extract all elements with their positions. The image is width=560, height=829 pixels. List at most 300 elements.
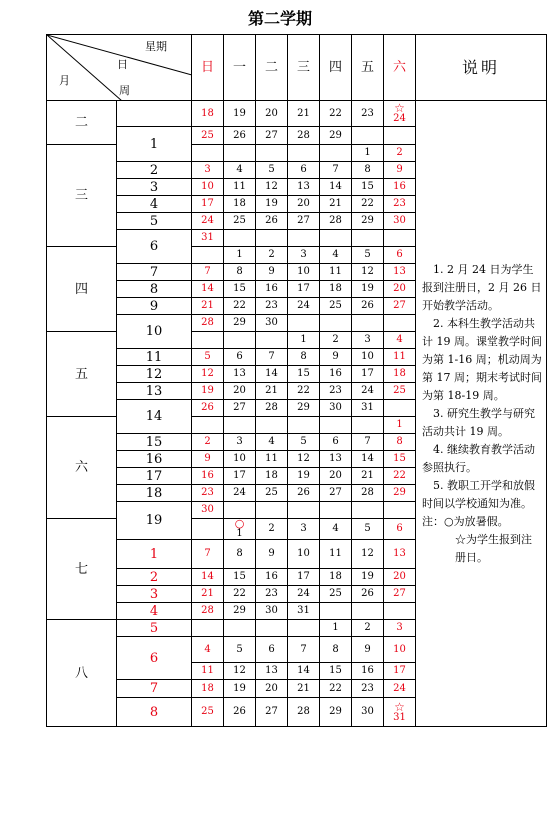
date-cell-fri: 5 [352,247,384,264]
date-cell-sat: 11 [384,349,416,366]
date-cell-sun: 3 [192,162,224,179]
date-cell-tue: 19 [256,196,288,213]
date-cell-sun: 9 [192,451,224,468]
date-cell-fri: 19 [352,281,384,298]
week-number-cell: 4 [117,196,192,213]
date-cell-mon: 3 [224,434,256,451]
date-cell-sat: 25 [384,383,416,400]
date-cell-tue: 18 [256,468,288,485]
date-cell-thu: 9 [320,349,352,366]
month-cell-aug: 八 [47,620,117,727]
date-cell-sun: 25 [192,698,224,727]
date-cell-wed [288,502,320,519]
date-cell-tue: 27 [256,698,288,727]
header-day-sat: 六 [384,35,416,101]
date-cell-wed: 1 [288,332,320,349]
date-cell-tue: 6 [256,637,288,663]
date-cell-fri: 2 [352,620,384,637]
date-cell-fri: 8 [352,162,384,179]
registration-star-icon: ☆ [394,699,405,714]
date-cell-sat: 17 [384,663,416,680]
date-cell-sun: 31 [192,230,224,247]
date-cell-fri: 21 [352,468,384,485]
date-cell-mon: 25 [224,213,256,230]
date-cell-wed: 17 [288,281,320,298]
date-cell-fri [352,127,384,145]
header-day-sun: 日 [192,35,224,101]
date-cell-sat [384,502,416,519]
date-cell-thu: 21 [320,196,352,213]
date-cell-mon: 22 [224,298,256,315]
week-number-cell: 10 [117,315,192,349]
date-cell-fri: 22 [352,196,384,213]
date-cell-sat: 13 [384,540,416,569]
date-cell-thu: 7 [320,162,352,179]
date-number: 1 [236,528,243,539]
date-cell-thu: 11 [320,540,352,569]
date-cell-wed: 26 [288,485,320,502]
date-cell-tue: 11 [256,451,288,468]
date-cell-wed: 20 [288,196,320,213]
date-cell-mon: 1 [224,247,256,264]
date-cell-sun: 24 [192,213,224,230]
corner-label-day: 日 [117,58,128,71]
date-cell-wed: 29 [288,400,320,417]
date-cell-thu: 2 [320,332,352,349]
week-number-cell: 3 [117,179,192,196]
date-cell-sat: 1 [384,417,416,434]
date-cell-wed: 17 [288,569,320,586]
week-number-cell: 6 [117,637,192,680]
date-cell-thu: 18 [320,281,352,298]
date-cell-thu [320,603,352,620]
date-cell-sat: 3 [384,620,416,637]
date-cell-thu: 23 [320,383,352,400]
date-cell-tue: 26 [256,213,288,230]
date-cell-sun: 14 [192,569,224,586]
month-cell-feb: 二 [47,101,117,145]
week-number-cell: 5 [117,213,192,230]
registration-star-icon: ☆ [394,101,405,115]
date-cell-sat: 2 [384,145,416,162]
week-number-cell: 19 [117,502,192,540]
week-number-cell: 18 [117,485,192,502]
date-cell-sat: 30 [384,213,416,230]
date-cell-tue: 16 [256,281,288,298]
date-cell-tue: 4 [256,434,288,451]
date-cell-sat: 6 [384,519,416,540]
date-cell-wed: 14 [288,663,320,680]
date-cell-fri: 12 [352,264,384,281]
date-cell-mon [224,502,256,519]
date-cell-tue [256,332,288,349]
date-cell-fri [352,315,384,332]
date-cell-thu: 1 [320,620,352,637]
date-cell-sun: 21 [192,298,224,315]
week-number-cell: 8 [117,281,192,298]
date-cell-thu: 27 [320,485,352,502]
date-cell-thu: 28 [320,213,352,230]
calendar-table-wrap [46,34,547,727]
summer-vacation-circle-icon: ○ [234,517,245,530]
date-cell-thu: 25 [320,298,352,315]
date-cell-mon: 10 [224,451,256,468]
week-number-cell: 3 [117,586,192,603]
date-cell-sun: 18 [192,101,224,127]
date-number: 31 [393,711,406,723]
date-cell-sat [384,315,416,332]
date-cell-mon: 29 [224,603,256,620]
header-day-tue: 二 [256,35,288,101]
date-cell-sat: 10 [384,637,416,663]
date-cell-sat: 15 [384,451,416,468]
date-cell-tue: 30 [256,603,288,620]
date-cell-tue: 2 [256,519,288,540]
date-cell-thu: 20 [320,468,352,485]
date-cell-fri: 19 [352,569,384,586]
date-cell-fri: 10 [352,349,384,366]
date-cell-mon [224,332,256,349]
date-cell-mon [224,417,256,434]
date-cell-mon: 29 [224,315,256,332]
date-cell-sat: 9 [384,162,416,179]
date-cell-sun [192,247,224,264]
header-day-thu: 四 [320,35,352,101]
date-cell-sun [192,332,224,349]
date-cell-tue: 14 [256,366,288,383]
date-cell-mon: 12 [224,663,256,680]
date-cell-wed: 28 [288,698,320,727]
date-cell-sat: 27 [384,586,416,603]
date-cell-tue: 13 [256,663,288,680]
date-cell-sun: 18 [192,680,224,698]
corner-label-week: 周 [119,84,130,97]
page-title: 第二学期 [247,9,312,28]
week-number-cell: 15 [117,434,192,451]
week-number-cell: 1 [117,540,192,569]
note-item: 3. 研究生教学与研究活动共计 19 周。 [422,407,535,438]
date-cell-wed [288,145,320,162]
date-cell-fri [352,502,384,519]
date-cell-fri: 15 [352,179,384,196]
date-cell-sat: 24 [384,680,416,698]
date-cell-fri: 7 [352,434,384,451]
month-cell-may: 五 [47,332,117,417]
date-cell-tue [256,230,288,247]
date-cell-mon: 18 [224,196,256,213]
date-cell-sun: 11 [192,663,224,680]
date-cell-sat: 20 [384,569,416,586]
date-cell-fri [352,230,384,247]
date-cell-wed: 22 [288,383,320,400]
date-cell-thu [320,315,352,332]
date-cell-mon [224,620,256,637]
date-cell-thu: 18 [320,569,352,586]
date-cell-sat: 29 [384,485,416,502]
date-cell-sat [384,230,416,247]
date-cell-wed: 24 [288,586,320,603]
week-number-cell: 7 [117,680,192,698]
date-cell-tue: 25 [256,485,288,502]
date-cell-thu: 11 [320,264,352,281]
date-cell-wed: 6 [288,162,320,179]
date-cell-sat [384,400,416,417]
date-cell-wed: 3 [288,247,320,264]
date-cell-fri: 28 [352,485,384,502]
corner-label-weekday: 星期 [145,40,167,53]
date-cell-fri: 9 [352,637,384,663]
date-cell-wed: 12 [288,451,320,468]
date-cell-sun [192,417,224,434]
date-cell-sat: 4 [384,332,416,349]
corner-header-cell [47,35,192,101]
week-number-cell: 14 [117,400,192,434]
date-cell-sun: 7 [192,540,224,569]
week-number-cell: 5 [117,620,192,637]
date-cell-mon: 5 [224,637,256,663]
date-cell-tue: 20 [256,680,288,698]
date-cell-thu: 22 [320,101,352,127]
date-cell-mon: 26 [224,698,256,727]
week-number-cell: 7 [117,264,192,281]
date-cell-fri: 30 [352,698,384,727]
date-cell-sun: 16 [192,468,224,485]
date-cell-fri: 14 [352,451,384,468]
date-cell-tue: 2 [256,247,288,264]
note-item: 5. 教职工开学和放假时间以学校通知为准。 [422,479,535,510]
date-cell-fri: 31 [352,400,384,417]
note-item: 1. 2 月 24 日为学生报到注册日，2 月 26 日开始教学活动。 [422,263,542,312]
date-cell-wed: 24 [288,298,320,315]
week-number-cell: 13 [117,383,192,400]
date-cell-sun: 17 [192,196,224,213]
date-cell-thu: 15 [320,663,352,680]
date-cell-wed: 10 [288,540,320,569]
date-cell-sun: 21 [192,586,224,603]
date-cell-thu: 4 [320,519,352,540]
date-cell-thu: 16 [320,366,352,383]
week-number-cell: 12 [117,366,192,383]
date-cell-sat: 18 [384,366,416,383]
date-cell-tue: 9 [256,264,288,281]
date-cell-wed [288,620,320,637]
month-cell-jun: 六 [47,417,117,519]
date-cell-thu: 6 [320,434,352,451]
date-cell-sun: 23 [192,485,224,502]
date-cell-mon [224,230,256,247]
week-number-cell: 1 [117,127,192,162]
date-cell-sat: 8 [384,434,416,451]
date-cell-thu [320,417,352,434]
date-cell-wed: 13 [288,179,320,196]
week-number-cell [117,101,192,127]
week-number-cell: 4 [117,603,192,620]
date-cell-thu: 22 [320,680,352,698]
date-cell-thu [320,502,352,519]
date-cell-sun: 7 [192,264,224,281]
week-number-cell: 8 [117,698,192,727]
date-cell-mon: 19 [224,101,256,127]
date-cell-wed: 21 [288,680,320,698]
date-cell-fri: 26 [352,586,384,603]
date-cell-sun: 30 [192,502,224,519]
date-cell-wed [288,417,320,434]
date-cell-tue: 27 [256,127,288,145]
date-cell-mon: 26 [224,127,256,145]
date-cell-fri: 26 [352,298,384,315]
date-cell-sun: 19 [192,383,224,400]
date-cell-tue: 5 [256,162,288,179]
date-cell-fri: 23 [352,680,384,698]
date-cell-sun: 25 [192,127,224,145]
date-cell-sun: 28 [192,315,224,332]
date-cell-sat: 20 [384,281,416,298]
date-cell-thu: 13 [320,451,352,468]
date-cell-fri: 3 [352,332,384,349]
calendar-table [46,34,547,727]
date-cell-fri: 16 [352,663,384,680]
corner-label-month: 月 [59,74,70,87]
date-cell-wed: 21 [288,101,320,127]
date-cell-wed: 3 [288,519,320,540]
date-cell-sat [384,101,416,127]
date-cell-fri: 29 [352,213,384,230]
date-cell-thu: 25 [320,586,352,603]
header-day-fri: 五 [352,35,384,101]
date-cell-thu [320,145,352,162]
note-item: ☆为学生报到注册日。 [455,533,532,564]
notes-header: 说明 [416,35,547,101]
date-cell-mon: 15 [224,569,256,586]
calendar-row [47,101,547,127]
date-cell-sat [384,603,416,620]
date-cell-mon: 6 [224,349,256,366]
month-cell-apr: 四 [47,247,117,332]
date-cell-sun: 10 [192,179,224,196]
notes-cell [416,101,547,727]
note-item: 注：○为放暑假。 [422,515,509,528]
date-cell-sat: 27 [384,298,416,315]
date-cell-tue: 12 [256,179,288,196]
header-row [47,35,547,101]
date-cell-wed: 31 [288,603,320,620]
date-cell-mon: 20 [224,383,256,400]
date-cell-wed: 15 [288,366,320,383]
date-cell-sat [384,698,416,727]
date-cell-sun: 28 [192,603,224,620]
date-cell-fri [352,603,384,620]
date-cell-tue: 28 [256,400,288,417]
header-day-mon: 一 [224,35,256,101]
date-cell-fri [352,417,384,434]
date-cell-wed: 10 [288,264,320,281]
date-cell-sun: 2 [192,434,224,451]
date-cell-fri: 12 [352,540,384,569]
date-cell-sun: 4 [192,637,224,663]
week-number-cell: 16 [117,451,192,468]
date-cell-thu: 30 [320,400,352,417]
date-cell-mon: 22 [224,586,256,603]
date-cell-sat: 6 [384,247,416,264]
date-cell-sat: 23 [384,196,416,213]
date-cell-thu: 8 [320,637,352,663]
week-number-cell: 17 [117,468,192,485]
date-cell-thu: 14 [320,179,352,196]
date-cell-wed: 8 [288,349,320,366]
date-cell-tue: 23 [256,298,288,315]
date-cell-thu: 4 [320,247,352,264]
note-item: 4. 继续教育教学活动参照执行。 [422,443,535,474]
date-cell-tue [256,502,288,519]
date-cell-wed [288,315,320,332]
date-cell-wed: 28 [288,127,320,145]
date-cell-mon: 8 [224,540,256,569]
date-cell-sat: 22 [384,468,416,485]
date-cell-sun [192,145,224,162]
date-cell-fri: 1 [352,145,384,162]
date-cell-thu: 29 [320,127,352,145]
date-cell-wed: 7 [288,637,320,663]
date-cell-sat: 13 [384,264,416,281]
date-cell-fri: 17 [352,366,384,383]
date-cell-mon: 13 [224,366,256,383]
date-cell-thu: 29 [320,698,352,727]
date-cell-sat: 16 [384,179,416,196]
date-cell-mon: 11 [224,179,256,196]
week-number-cell: 2 [117,569,192,586]
week-number-cell: 6 [117,230,192,264]
date-cell-mon [224,519,256,540]
date-cell-sun: 5 [192,349,224,366]
date-cell-tue: 20 [256,101,288,127]
date-cell-sun [192,519,224,540]
date-cell-wed: 5 [288,434,320,451]
week-number-cell: 9 [117,298,192,315]
date-cell-wed: 27 [288,213,320,230]
week-number-cell: 11 [117,349,192,366]
date-cell-wed: 19 [288,468,320,485]
date-cell-fri: 24 [352,383,384,400]
month-cell-mar: 三 [47,145,117,247]
date-cell-fri: 5 [352,519,384,540]
date-cell-tue: 21 [256,383,288,400]
date-cell-tue [256,145,288,162]
date-cell-tue [256,620,288,637]
date-cell-sun: 14 [192,281,224,298]
date-cell-mon: 24 [224,485,256,502]
date-cell-tue: 7 [256,349,288,366]
date-cell-sun: 12 [192,366,224,383]
note-item: 2. 本科生教学活动共计 19 周。课堂教学时间为第 1-16 周；机动周为第 17 周；期末考试时间为第 18-19 周。 [422,317,542,402]
date-cell-mon [224,145,256,162]
date-cell-tue: 23 [256,586,288,603]
date-cell-tue: 9 [256,540,288,569]
date-cell-thu [320,230,352,247]
date-cell-mon: 19 [224,680,256,698]
date-number: 24 [393,113,406,124]
date-cell-mon: 8 [224,264,256,281]
date-cell-tue: 16 [256,569,288,586]
date-cell-mon: 15 [224,281,256,298]
month-cell-jul: 七 [47,519,117,620]
date-cell-sat [384,127,416,145]
date-cell-mon: 27 [224,400,256,417]
date-cell-sun [192,620,224,637]
date-cell-mon: 17 [224,468,256,485]
date-cell-wed [288,230,320,247]
week-number-cell: 2 [117,162,192,179]
date-cell-mon: 4 [224,162,256,179]
